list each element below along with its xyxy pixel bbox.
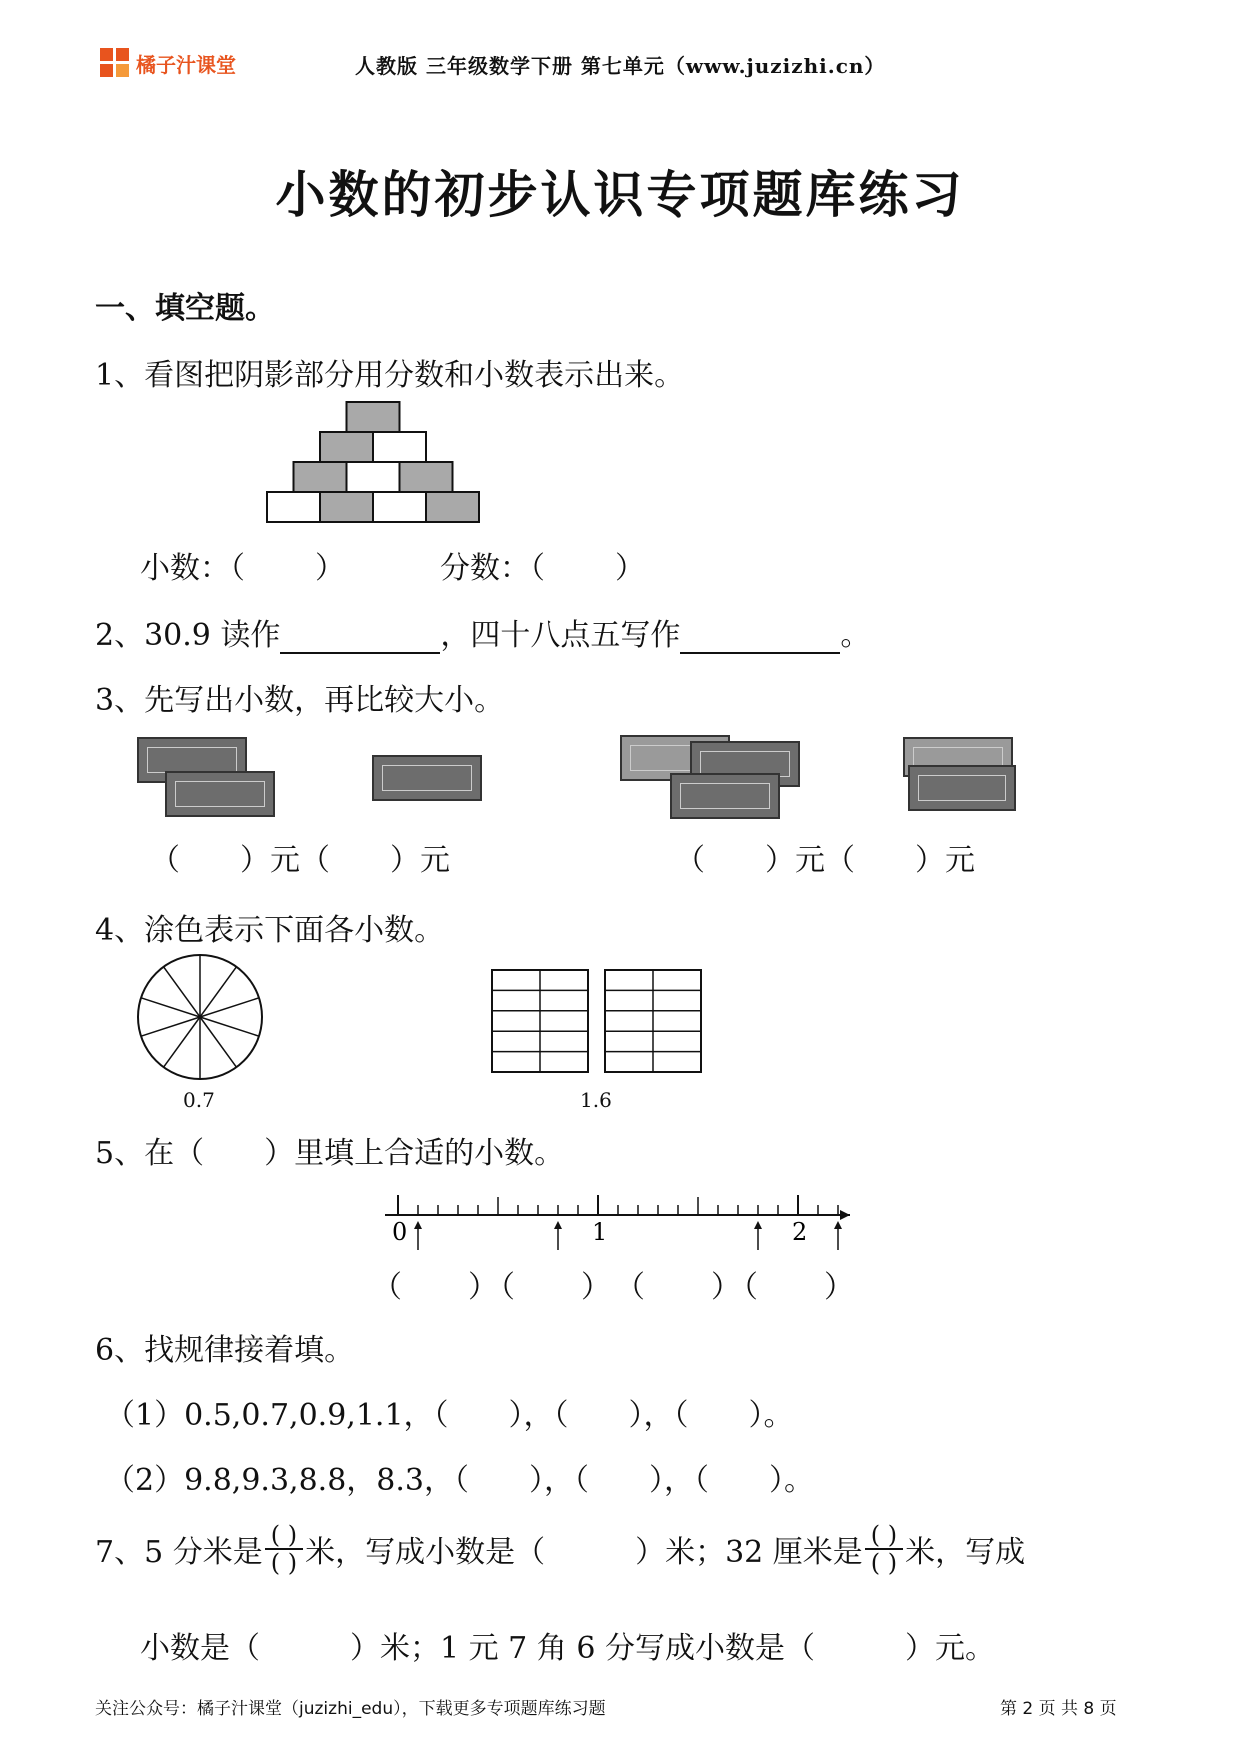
q1-fraction-label: 分数：（ (440, 551, 545, 586)
number-line-label: 0 (392, 1218, 408, 1246)
pyramid-brick (347, 462, 400, 492)
number-line-arrow-head (414, 1221, 422, 1229)
q2-middle: ，四十八点五写作 (440, 618, 681, 653)
header-title: 人教版 三年级数学下册 第七单元（www.juzizhi.cn） (355, 54, 886, 78)
q2-blank-1[interactable] (280, 622, 440, 654)
q1-decimal-label: 小数：（ (140, 551, 245, 586)
grid-label: 1.6 (580, 1088, 612, 1112)
banknote-images (135, 735, 1035, 825)
pyramid-figure (265, 400, 490, 530)
logo (100, 48, 236, 78)
q6-line-2: （2）9.8,9.3,8.8，8.3，（ ），（ ），（ ）。 (105, 1463, 814, 1498)
number-line-label: 2 (792, 1218, 808, 1246)
banknote-8 (908, 765, 1016, 811)
q7-part-3: 米，写成 (905, 1535, 1026, 1570)
q7-part-2: 米，写成小数是（ ）米；32 厘米是 (305, 1535, 863, 1570)
question-2 (95, 610, 870, 654)
q1-decimal-answer (140, 543, 345, 587)
banknote-2 (165, 771, 275, 817)
question-7 (95, 1522, 1025, 1576)
banknote-6 (670, 773, 780, 819)
question-1: 1、看图把阴影部分用分数和小数表示出来。 (95, 358, 685, 393)
q1-fraction-close: ） (615, 551, 645, 586)
question-5: 5、在（ ）里填上合适的小数。 (95, 1136, 565, 1171)
number-line-arrow-head (754, 1221, 762, 1229)
circle-label: 0.7 (183, 1088, 215, 1112)
q3-answer-row: （ ）元（ ）元 （ ）元（ ）元 (150, 843, 975, 878)
q7-fraction-2[interactable]: $\frac{( )}{( )}$ (865, 1522, 903, 1576)
pyramid-brick (426, 492, 479, 522)
q7-part-1: 7、5 分米是 (95, 1535, 263, 1570)
number-line-arrowhead (840, 1210, 850, 1220)
pyramid-brick (373, 492, 426, 522)
q7-line-2: 小数是（ ）米；1 元 7 角 6 分写成小数是（ ）元。 (140, 1631, 995, 1666)
q1-fraction-answer (440, 543, 645, 587)
question-3: 3、先写出小数，再比较大小。 (95, 683, 505, 718)
question-6: 6、找规律接着填。 (95, 1333, 355, 1368)
pyramid-brick (320, 492, 373, 522)
logo-text: 橘子汁课堂 (136, 52, 236, 77)
footer-page-number: 第 2 页 共 8 页 (1000, 1699, 1117, 1719)
logo-icon (100, 48, 130, 78)
number-line-arrow-head (554, 1221, 562, 1229)
section-heading: 一、填空题。 (95, 291, 275, 326)
pyramid-brick (320, 432, 373, 462)
q2-prefix: 2、30.9 读作 (95, 618, 281, 653)
q7-fraction-1[interactable]: $\frac{( )}{( )}$ (265, 1522, 303, 1576)
number-line (380, 1180, 860, 1250)
footer-left: 关注公众号：橘子汁课堂（juzizhi_edu），下载更多专项题库练习题 (95, 1699, 606, 1719)
circle-figure (135, 952, 265, 1082)
number-line-arrow-head (834, 1221, 842, 1229)
q1-decimal-close: ） (315, 551, 345, 586)
pyramid-brick (294, 462, 347, 492)
pyramid-brick (373, 432, 426, 462)
banknote-3 (372, 755, 482, 801)
page-title: 小数的初步认识专项题库练习 (275, 165, 965, 224)
number-line-label: 1 (592, 1218, 608, 1246)
q2-suffix: 。 (840, 618, 871, 653)
q6-line-1: （1）0.5,0.7,0.9,1.1，（ ），（ ），（ ）。 (105, 1398, 794, 1433)
pyramid-brick (400, 462, 453, 492)
q5-answers: （ ）（ ） （ ）（ ） (372, 1270, 856, 1305)
grid-figure (490, 968, 705, 1075)
question-4: 4、涂色表示下面各小数。 (95, 913, 445, 948)
pyramid-brick (267, 492, 320, 522)
q2-blank-2[interactable] (680, 622, 840, 654)
pyramid-brick (347, 402, 400, 432)
